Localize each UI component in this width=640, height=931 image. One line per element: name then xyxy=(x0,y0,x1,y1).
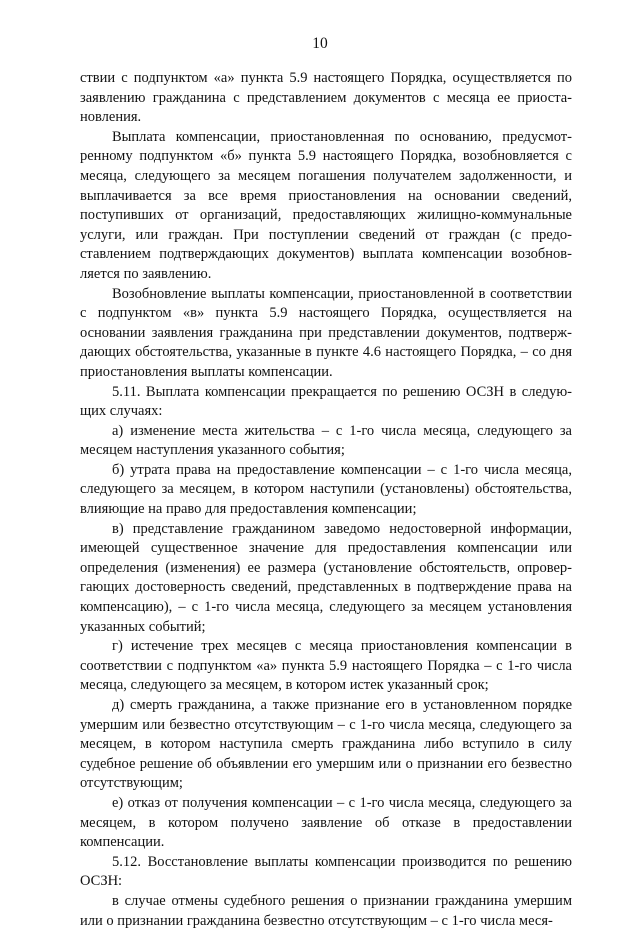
list-item-a: а) изменение места жительства – с 1-го числа месяца, следующего за месяцем наступления указанного события; xyxy=(80,422,572,459)
paragraph-resumption-b: Выплата компенсации, приостановленная по основанию, предусмотренному подпунктом «б» пункта 5.9 настоящего Порядка, возобновляется с месяца, следующего за месяцем погашения получателем задолженности, и выплачивается за все время приостановления на основании сведений, поступивших от организаций, предоставляющих жилищно-коммунальные услуги, или граждан. При поступлении сведений от граждан (с предоставлением подтверждающих документов) выплата компенсации возобновляется по заявлению. xyxy=(80,128,572,282)
list-item-g: г) истечение трех месяцев с месяца приостановления компенсации в соответствии с подпунктом «а» пункта 5.9 настоящего Порядка – с 1-го числа месяца, следующего за месяцем, в котором истек указанный срок; xyxy=(80,638,572,694)
list-item-e: е) отказ от получения компенсации – с 1-го числа месяца, следующего за месяцем, в котором получено заявление об отказе в предоставлении компенсации. xyxy=(80,794,572,851)
paragraph-5-12-heading: 5.12. Восстановление выплаты компенсации производится по решению ОСЗН: xyxy=(80,853,572,890)
list-item-d: д) смерть гражданина, а также признание его в установленном порядке умершим или безвестно отсутствующим – с 1-го числа месяца, следующего за месяцем, в котором наступила смерть гражданина либо вступило в силу судебное решение об объявлении его умершим или о признании его безвестно отсутствующим; xyxy=(80,697,572,792)
page-number: 10 xyxy=(312,35,328,52)
paragraph-restoration-case: в случае отмены судебного решения о признании гражданина умершим или о признании гражданина безвестно отсутствующим – с 1-го числа меся- xyxy=(80,892,572,929)
paragraph-5-11-heading: 5.11. Выплата компенсации прекращается по решению ОСЗН в следующих случаях: xyxy=(80,383,572,420)
paragraph-resumption-v: Возобновление выплаты компенсации, приостановленной в соответствии с подпунктом «в» пункта 5.9 настоящего Порядка, осуществляется на основании заявления гражданина при представлении документов, подтверждающих обстоятельства, указанные в пункте 4.6 настоящего Порядка, – со дня приостановления выплаты компенсации. xyxy=(80,285,572,380)
paragraph-continued: ствии с подпунктом «а» пункта 5.9 настоящего Порядка, осуществляется по заявлению гражданина с представлением документов с месяца ее приостановления. xyxy=(80,70,572,126)
list-item-b: б) утрата права на предоставление компенсации – с 1-го числа месяца, следующего за месяцем, в котором наступили (установлены) обстоятельства, влияющие на право для предоставления компенсации; xyxy=(80,461,572,518)
list-item-v: в) представление гражданином заведомо недостоверной информации, имеющей существенное значение для предоставления компенсации или определения (изменения) ее размера (установление обстоятельств, опровергающих достоверность сведений, представленных в подтверждение права на компенсацию), – с 1-го числа месяца, следующего за месяцем установления указанных событий; xyxy=(80,520,572,635)
document-body xyxy=(80,69,572,931)
